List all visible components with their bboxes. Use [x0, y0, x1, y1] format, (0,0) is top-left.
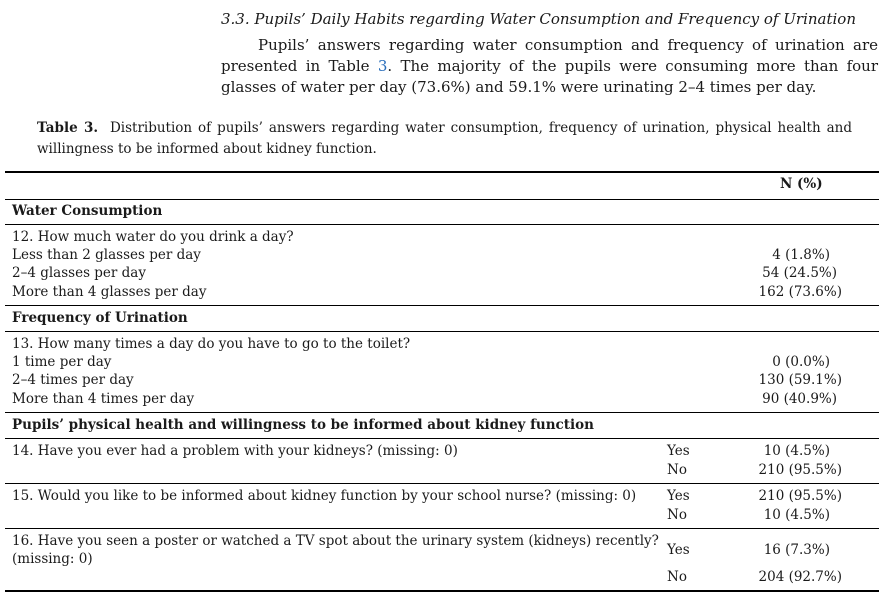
rule-q15 — [5, 483, 879, 484]
table-row-label: 2–4 glasses per day — [12, 265, 146, 281]
answer-yes-label: Yes — [667, 443, 690, 459]
table-caption-text: Distribution of pupils’ answers regarding water consumption, frequency of urination, physical health and willingness to be informed about kidney function. — [37, 120, 852, 157]
table-top-rule — [5, 171, 879, 173]
paragraph-text-start: Pupils’ answers regarding water consumption and frequency of urination are presented in Table — [221, 36, 878, 75]
table-row-label: More than 4 glasses per day — [12, 284, 207, 300]
section-title: 3.3. Pupils’ Daily Habits regarding Water Consumption and Frequency of Urination — [221, 10, 856, 28]
section-paragraph — [221, 35, 878, 98]
question-15: 15. Would you like to be informed about kidney function by your school nurse? (missing: 0) — [12, 488, 637, 504]
section-heading-water: Water Consumption — [12, 203, 163, 219]
table-caption-label: Table 3. — [37, 120, 99, 136]
column-header-n: N (%) — [780, 176, 823, 192]
table-caption — [37, 118, 852, 160]
answer-no-value: 10 (4.5%) — [763, 507, 830, 523]
answer-yes-value: 210 (95.5%) — [758, 488, 842, 504]
table-reference-link[interactable]: 3 — [377, 57, 388, 75]
paragraph-text-end: . The majority of the pupils were consuming more than four glasses of water per day (73.6%) and 59.1% were urinating 2–4 times per day. — [221, 57, 878, 96]
answer-yes-value: 16 (7.3%) — [763, 542, 830, 558]
table-row-value: 130 (59.1%) — [758, 372, 842, 388]
rule-urination-sub — [5, 331, 879, 332]
answer-no-value: 204 (92.7%) — [758, 569, 842, 585]
question-12: 12. How much water do you drink a day? — [12, 229, 294, 245]
table-bottom-rule — [5, 590, 879, 592]
table-row-label: 2–4 times per day — [12, 372, 134, 388]
table-row-value: 54 (24.5%) — [762, 265, 837, 281]
question-13: 13. How many times a day do you have to go to the toilet? — [12, 336, 411, 352]
rule-q16 — [5, 528, 879, 529]
answer-no-value: 210 (95.5%) — [758, 462, 842, 478]
table-row-value: 4 (1.8%) — [772, 247, 830, 263]
section-heading-urination: Frequency of Urination — [12, 310, 188, 326]
question-14: 14. Have you ever had a problem with your kidneys? (missing: 0) — [12, 443, 458, 459]
answer-no-label: No — [667, 569, 687, 585]
answer-yes-value: 10 (4.5%) — [763, 443, 830, 459]
answer-no-label: No — [667, 507, 687, 523]
answer-yes-label: Yes — [667, 542, 690, 558]
table-row-value: 162 (73.6%) — [758, 284, 842, 300]
table-row-label: More than 4 times per day — [12, 391, 195, 407]
rule-health — [5, 412, 879, 413]
answer-no-label: No — [667, 462, 687, 478]
table-row-label: Less than 2 glasses per day — [12, 247, 201, 263]
table-row-label: 1 time per day — [12, 354, 112, 370]
rule-health-sub — [5, 438, 879, 439]
section-heading-health: Pupils’ physical health and willingness to be informed about kidney function — [12, 417, 594, 433]
table-header-rule — [5, 199, 879, 200]
table-row-value: 0 (0.0%) — [772, 354, 830, 370]
rule-water — [5, 224, 879, 225]
rule-urination — [5, 305, 879, 306]
table-row-value: 90 (40.9%) — [762, 391, 837, 407]
answer-yes-label: Yes — [667, 488, 690, 504]
question-16-line2: (missing: 0) — [12, 551, 93, 567]
question-16-line1: 16. Have you seen a poster or watched a TV spot about the urinary system (kidneys) recently? — [12, 533, 659, 549]
